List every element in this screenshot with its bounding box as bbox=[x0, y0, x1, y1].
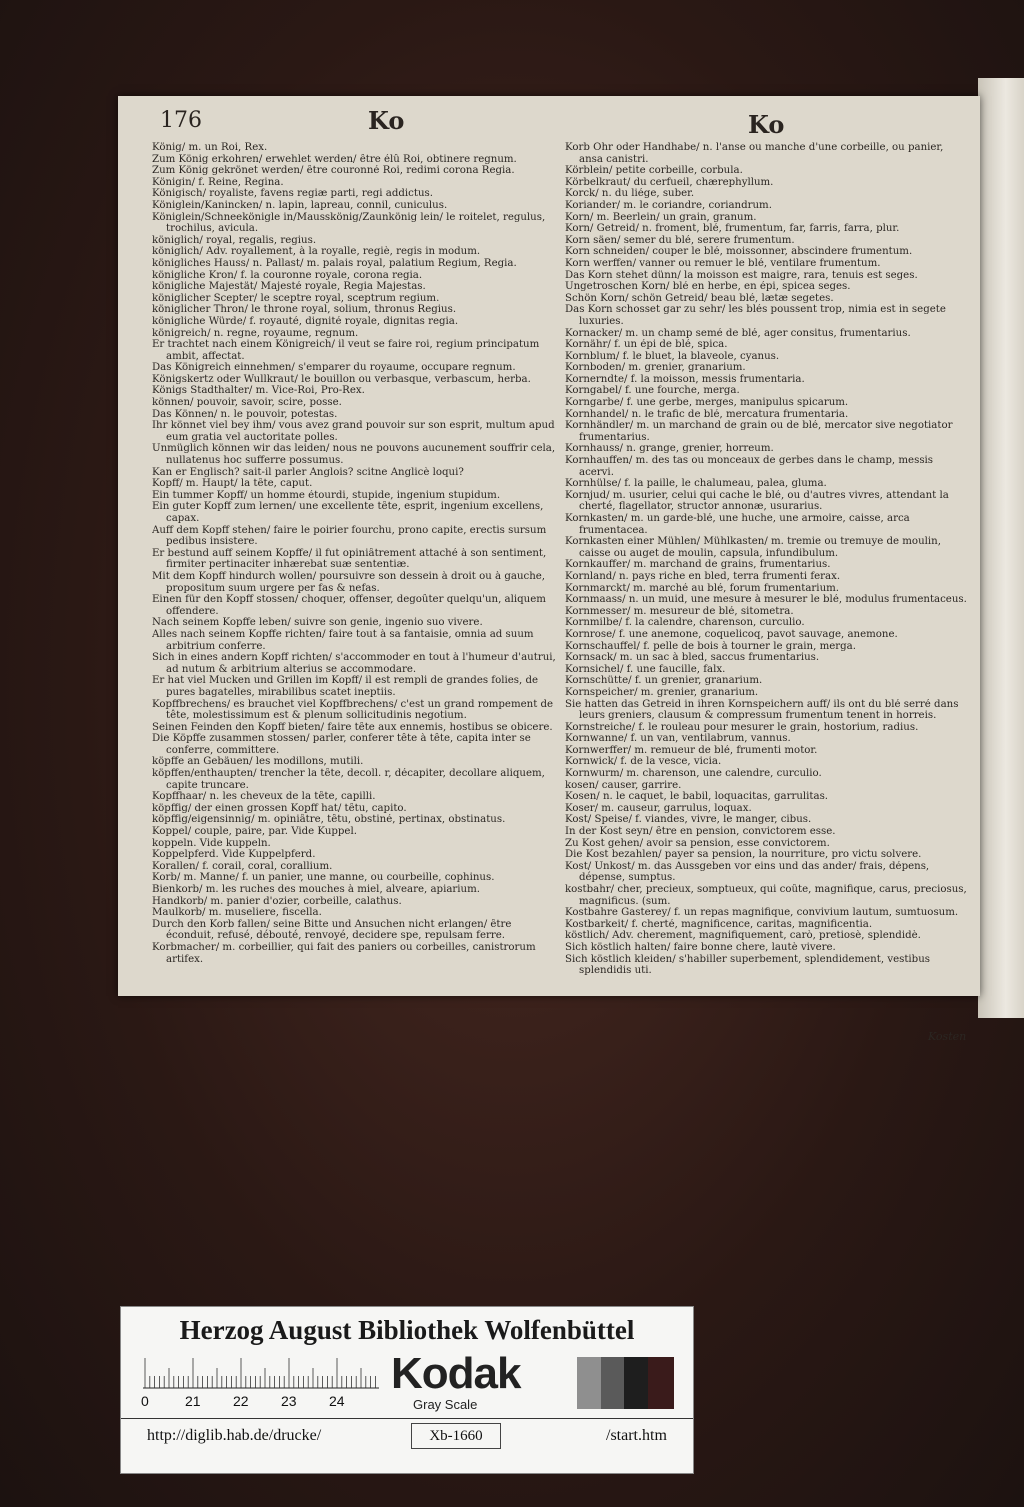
dictionary-entry: Das Korn stehet dünn/ la moisson est maigre, rara, tenuis est seges. bbox=[565, 269, 918, 281]
left-column-heading: Ko bbox=[368, 106, 405, 135]
gray-swatch bbox=[601, 1357, 624, 1409]
dictionary-entry: Koser/ m. causeur, garrulus, loquax. bbox=[565, 802, 752, 814]
dictionary-entry: Kornsack/ m. un sac à bled, saccus frumentarius. bbox=[565, 652, 820, 664]
right-column bbox=[565, 142, 970, 977]
dictionary-entry: Kornstreiche/ f. le rouleau pour mesurer le grain, hostorium, radius. bbox=[565, 721, 919, 733]
gray-swatch bbox=[648, 1357, 674, 1409]
dictionary-entry: Kornkasten einer Mühlen/ Mühlkasten/ m. tremie ou tremuye de moulin, caisse ou auget de moulin, capsula, infundibulum. bbox=[565, 536, 941, 559]
dictionary-entry: Königisch/ royaliste, favens regiæ parti, regi addictus. bbox=[152, 188, 433, 200]
left-column bbox=[152, 142, 562, 965]
dictionary-entry: königreich/ n. regne, royaume, regnum. bbox=[152, 327, 359, 339]
dictionary-entry: Korn/ m. Beerlein/ un grain, granum. bbox=[565, 211, 757, 223]
dictionary-entry: Kostbahre Gasterey/ f. un repas magnifique, convivium lautum, sumtuosum. bbox=[565, 907, 959, 919]
dictionary-entry: köpffig/ der einen grossen Kopff hat/ têtu, capito. bbox=[152, 802, 407, 814]
dictionary-entry: Das Können/ n. le pouvoir, potestas. bbox=[152, 408, 338, 420]
dictionary-entry: Koppel/ couple, paire, par. Vide Kuppel. bbox=[152, 826, 357, 838]
dictionary-entry: Seinen Feinden den Kopff bieten/ faire tête aux ennemis, hostibus se obicere. bbox=[152, 721, 553, 733]
dictionary-entry: Kopffhaar/ n. les cheveux de la tête, capilli. bbox=[152, 791, 376, 803]
dictionary-entry: Kosen/ n. le caquet, le babil, loquacitas, garrulitas. bbox=[565, 791, 829, 803]
dictionary-entry: köpffen/enthaupten/ trencher la tête, decoll. r, décapiter, decollare aliquem, capite truncare. bbox=[152, 768, 545, 791]
dictionary-entry: Ein tummer Kopff/ un homme étourdi, stupide, ingenium stupidum. bbox=[152, 489, 501, 501]
dictionary-entry: Kornkauffer/ m. marchand de grains, frumentarius. bbox=[565, 559, 831, 571]
dictionary-entry: königliche Kron/ f. la couronne royale, corona regia. bbox=[152, 269, 423, 281]
dictionary-entry: Korn/ Getreid/ n. froment, blé, frumentum, far, farris, farra, plur. bbox=[565, 223, 900, 235]
dictionary-entry: Zu Kost gehen/ avoir sa pension, esse convictorem. bbox=[565, 837, 830, 849]
dictionary-entry: Er bestund auff seinem Kopffe/ il fut opiniâtrement attaché à son sentiment, firmiter pertinaciter inhærebat suæ sententiæ. bbox=[152, 547, 547, 571]
dictionary-entry: Kornkasten/ m. un garde-blé, une huche, une armoire, caisse, arca frumentacea. bbox=[565, 513, 910, 536]
dictionary-entry: Kornhändler/ m. un marchand de grain ou de blé, mercator sive negotiator frumentarius. bbox=[565, 420, 953, 443]
dictionary-entry: Königin/ f. Reine, Regina. bbox=[152, 176, 284, 188]
dictionary-entry: Korb/ m. Manne/ f. un panier, une manne, ou courbeille, cophinus. bbox=[152, 872, 495, 884]
dictionary-entry: Korn werffen/ vanner ou remuer le blé, ventilare frumentum. bbox=[565, 257, 881, 269]
dictionary-entry: Kornerndte/ f. la moisson, messis frumentaria. bbox=[565, 373, 805, 385]
facing-page-edge bbox=[978, 78, 1024, 1018]
dictionary-entry: königliche Majestät/ Majesté royale, Regia Majestas. bbox=[152, 281, 426, 293]
dictionary-entry: Kornmesser/ m. mesureur de blé, sitometra. bbox=[565, 605, 794, 617]
dictionary-entry: Kornschütte/ f. un grenier, granarium. bbox=[565, 675, 763, 687]
dictionary-entry: Er hat viel Mucken und Grillen im Kopff/ il est rempli de grandes folies, de pures bagatelles, mirabilibus scatet ineptiis. bbox=[152, 675, 539, 698]
dictionary-entry: köpffig/eigensinnig/ m. opiniâtre, têtu, obstiné, pertinax, obstinatus. bbox=[152, 814, 506, 826]
dictionary-entry: kosen/ causer, garrire. bbox=[565, 779, 682, 791]
dictionary-entry: Ungetroschen Korn/ blé en herbe, en épi, spicea seges. bbox=[565, 281, 851, 293]
dictionary-entry: Kornwurm/ m. charenson, une calendre, curculio. bbox=[565, 768, 822, 780]
dictionary-entry: Korallen/ f. corail, coral, corallium. bbox=[152, 860, 333, 872]
dictionary-entry: Kornähr/ f. un épi de blé, spica. bbox=[565, 339, 728, 351]
dictionary-entry: Königs Stadthalter/ m. Vice-Roi, Pro-Rex. bbox=[152, 385, 365, 397]
dictionary-entry: Ihr könnet viel bey ihm/ vous avez grand pouvoir sur son esprit, multum apud eum gratia vel auctoritate polles. bbox=[152, 420, 555, 443]
dictionary-entry: Kornhauss/ n. grange, grenier, horreum. bbox=[565, 443, 774, 455]
dictionary-entry: Einen für den Kopff stossen/ choquer, offenser, degoûter quelqu'un, aliquem offendere. bbox=[152, 594, 546, 617]
page-number: 176 bbox=[160, 108, 202, 133]
digital-library-url: http://diglib.hab.de/drucke/ bbox=[147, 1427, 322, 1444]
dictionary-entry: Alles nach seinem Kopffe richten/ faire tout à sa fantaisie, omnia ad suum arbitrium conferre. bbox=[152, 628, 534, 652]
dictionary-entry: Korck/ n. du liége, suber. bbox=[565, 188, 695, 200]
dictionary-entry: In der Kost seyn/ être en pension, convictorem esse. bbox=[565, 826, 836, 838]
dictionary-entry: Königlein/Schneekönigle in/Mausskönig/Zaunkönig lein/ le roitelet, regulus, trochilus, avicula. bbox=[152, 211, 546, 235]
dictionary-entry: Königlein/Kanincken/ n. lapin, lapreau, connil, cuniculus. bbox=[152, 199, 448, 211]
gray-swatch bbox=[577, 1357, 601, 1409]
dictionary-entry: Die Köpffe zusammen stossen/ parler, conferer tête à tête, capita inter se conferre, committere. bbox=[152, 733, 531, 756]
dictionary-entry: Maulkorb/ m. museliere, fiscella. bbox=[152, 907, 322, 919]
dictionary-entry: Kan er Englisch? sait-il parler Anglois? scitne Anglicè loqui? bbox=[152, 466, 464, 478]
start-page-url: /start.htm bbox=[606, 1427, 667, 1444]
ruler-number: 21 bbox=[185, 1393, 201, 1409]
dictionary-entry: Kost/ Unkost/ m. das Aussgeben vor eins und das ander/ frais, dépens, dépense, sumptus. bbox=[565, 860, 930, 884]
ruler-number: 0 bbox=[141, 1393, 149, 1409]
dictionary-entry: köpffe an Gebäuen/ les modillons, mutili. bbox=[152, 756, 364, 768]
dictionary-entry: Kornhandel/ n. le trafic de blé, mercatura frumentaria. bbox=[565, 408, 849, 420]
dictionary-entry: Kornwick/ f. de la vesce, vicia. bbox=[565, 756, 722, 768]
dictionary-entry: Korb Ohr oder Handhabe/ n. l'anse ou manche d'une corbeille, ou panier, ansa canistri. bbox=[565, 142, 944, 165]
dictionary-entry: Zum König gekrönet werden/ être couronné Roi, redimi corona Regia. bbox=[152, 165, 515, 177]
dictionary-entry: Kornmarckt/ m. marché au blé, forum frumentarium. bbox=[565, 582, 840, 594]
dictionary-entry: Kopff/ m. Haupt/ la tête, caput. bbox=[152, 478, 313, 490]
dictionary-entry: königliche Würde/ f. royauté, dignité royale, dignitas regia. bbox=[152, 315, 459, 327]
page-header bbox=[150, 106, 960, 144]
dictionary-entry: Kornrose/ f. une anemone, coquelicoq, pavot sauvage, anemone. bbox=[565, 628, 898, 640]
dictionary-entry: Kopffbrechens/ es brauchet viel Kopffbrechens/ c'est un grand rompement de tête, molestissimum est & plenum sollicitudinis negotium. bbox=[152, 698, 554, 722]
dictionary-entry: Königskertz oder Wullkraut/ le bouillon ou verbasque, verbascum, herba. bbox=[152, 373, 531, 385]
right-column-heading: Ko bbox=[748, 110, 785, 139]
dictionary-entry: Mit dem Kopff hindurch wollen/ poursuivre son dessein à droit ou à gauche, propositum suum urgere per fas & nefas. bbox=[152, 570, 546, 594]
dictionary-entry: Kornacker/ m. un champ semé de blé, ager consitus, frumentarius. bbox=[565, 327, 911, 339]
dictionary-entry: Kornwanne/ f. un van, ventilabrum, vannus. bbox=[565, 733, 791, 745]
dictionary-entry: Schön Korn/ schön Getreid/ beau blé, lætæ segetes. bbox=[565, 292, 834, 304]
dictionary-entry: königlicher Scepter/ le sceptre royal, sceptrum regium. bbox=[152, 292, 440, 304]
kodak-logo: Kodak bbox=[391, 1349, 521, 1398]
catchword: Kosten bbox=[928, 1030, 967, 1043]
ruler-number: 23 bbox=[281, 1393, 297, 1409]
dictionary-entry: Sich in eines andern Kopff richten/ s'accommoder en tout à l'humeur d'autrui, ad nutum & arbitrium alterius se accommodare. bbox=[152, 652, 556, 675]
ruler-number: 22 bbox=[233, 1393, 249, 1409]
dictionary-entry: Korngabel/ f. une fourche, merga. bbox=[565, 385, 740, 397]
dictionary-entry: Das Korn schosset gar zu sehr/ les blés poussent trop, nimia est in segete luxuries. bbox=[565, 304, 946, 327]
dictionary-entry: Sie hatten das Getreid in ihren Kornspeichern auff/ ils ont du blé serré dans leurs greniers, clausum & compressum frumentum tenent in horreis. bbox=[565, 698, 959, 722]
dictionary-entry: können/ pouvoir, savoir, scire, posse. bbox=[152, 397, 342, 409]
dictionary-entry: Kornboden/ m. grenier, granarium. bbox=[565, 362, 746, 374]
dictionary-entry: Handkorb/ m. panier d'ozier, corbeille, calathus. bbox=[152, 895, 402, 907]
dictionary-entry: Korn schneiden/ couper le blé, moissonner, abscindere frumentum. bbox=[565, 246, 913, 258]
dictionary-entry: Korn säen/ semer du blé, serere frumentum. bbox=[565, 234, 795, 246]
dictionary-entry: Kornhauffen/ m. des tas ou monceaux de gerbes dans le champ, messis acervi. bbox=[565, 455, 934, 478]
dictionary-entry: Kornjud/ m. usurier, celui qui cache le blé, ou d'autres vivres, attendant la cherté, flagellator, structor annonæ, usurarius. bbox=[565, 489, 949, 513]
dictionary-entry: Unmüglich können wir das leiden/ nous ne pouvons aucunement souffrir cela, nullatenus hoc sufferre possumus. bbox=[152, 443, 556, 467]
dictionary-entry: Nach seinem Kopffe leben/ suivre son genie, ingenio suo vivere. bbox=[152, 617, 483, 629]
dictionary-entry: Kost/ Speise/ f. viandes, vivre, le manger, cibus. bbox=[565, 814, 812, 826]
card-divider bbox=[121, 1418, 693, 1419]
dictionary-entry: Kornland/ n. pays riche en bled, terra frumenti ferax. bbox=[565, 570, 841, 582]
dictionary-entry: Kornmaass/ n. un muid, une mesure à mesurer le blé, modulus frumentaceus. bbox=[565, 594, 967, 606]
dictionary-entry: kostbahr/ cher, precieux, somptueux, qui coûte, magnifique, carus, preciosus, magnificus. (sum. bbox=[565, 884, 967, 907]
library-title: Herzog August Bibliothek Wolfenbüttel bbox=[179, 1315, 635, 1345]
ruler-scale bbox=[143, 1355, 379, 1389]
dictionary-entry: Sich köstlich kleiden/ s'habiller superbement, splendidement, vestibus splendidis uti. bbox=[565, 953, 930, 977]
dictionary-entry: Koppelpferd. Vide Kuppelpferd. bbox=[152, 849, 316, 861]
dictionary-entry: königliches Hauss/ n. Pallast/ m. palais royal, palatium Regium, Regia. bbox=[152, 257, 517, 269]
ruler-numbers bbox=[141, 1393, 381, 1411]
dictionary-entry: Ein guter Kopff zum lernen/ une excellente tête, esprit, ingenium excellens, capax. bbox=[152, 501, 544, 524]
dictionary-entry: koppeln. Vide kuppeln. bbox=[152, 837, 271, 849]
dictionary-entry: Körblein/ petite corbeille, corbula. bbox=[565, 165, 743, 177]
color-calibration-card bbox=[120, 1306, 694, 1474]
dictionary-entry: königlicher Thron/ le throne royal, solium, thronus Regius. bbox=[152, 304, 457, 316]
dictionary-entry: Zum König erkohren/ erwehlet werden/ être élû Roi, obtinere regnum. bbox=[152, 153, 517, 165]
dictionary-entry: Das Königreich einnehmen/ s'emparer du royaume, occupare regnum. bbox=[152, 362, 516, 374]
dictionary-entry: Kornschauffel/ f. pelle de bois à tourner le grain, merga. bbox=[565, 640, 856, 652]
dictionary-entry: Korngarbe/ f. une gerbe, merges, manipulus spicarum. bbox=[565, 397, 849, 409]
dictionary-entry: Er trachtet nach einem Königreich/ il veut se faire roi, regium principatum ambit, affectat. bbox=[152, 339, 540, 362]
dictionary-entry: Sich köstlich halten/ faire bonne chere, lautè vivere. bbox=[565, 941, 836, 953]
dictionary-entry: Die Kost bezahlen/ payer sa pension, la nourriture, pro victu solvere. bbox=[565, 849, 922, 861]
dictionary-entry: Kornblum/ f. le bluet, la blaveole, cyanus. bbox=[565, 350, 780, 362]
dictionary-entry: Bienkorb/ m. les ruches des mouches à miel, alveare, apiarium. bbox=[152, 884, 480, 895]
dictionary-entry: Kornsichel/ f. une faucille, falx. bbox=[565, 663, 726, 675]
dictionary-entry: Kornwerffer/ m. remueur de blé, frumenti motor. bbox=[565, 744, 818, 756]
dictionary-entry: königlich/ Adv. royallement, à la royalle, regiè, regis in modum. bbox=[152, 246, 481, 258]
dictionary-entry: köstlich/ Adv. cherement, magnifiquement, carò, pretiosè, splendidè. bbox=[565, 930, 921, 942]
dictionary-entry: Korbmacher/ m. corbeillier, qui fait des paniers ou corbeilles, canistrorum artifex. bbox=[152, 941, 536, 965]
dictionary-entry: königlich/ royal, regalis, regius. bbox=[152, 234, 317, 246]
dictionary-entry: Kornspeicher/ m. grenier, granarium. bbox=[565, 686, 759, 698]
gray-scale-label: Gray Scale bbox=[413, 1397, 478, 1412]
shelfmark-box: Xb-1660 bbox=[411, 1423, 501, 1449]
dictionary-entry: König/ m. un Roi, Rex. bbox=[152, 142, 268, 153]
dictionary-entry: Kornmilbe/ f. la calendre, charenson, curculio. bbox=[565, 617, 805, 629]
dictionary-entry: Koriander/ m. le coriandre, coriandrum. bbox=[565, 199, 772, 211]
dictionary-entry: Kostbarkeit/ f. cherté, magnificence, caritas, magnificentia. bbox=[565, 918, 873, 930]
dictionary-entry: Körbelkraut/ du cerfueil, chærephyllum. bbox=[565, 176, 774, 188]
gray-swatch bbox=[624, 1357, 648, 1409]
dictionary-entry: Auff dem Kopff stehen/ faire le poirier fourchu, prono capite, erectis sursum pedibus insistere. bbox=[152, 524, 547, 548]
ruler-number: 24 bbox=[329, 1393, 345, 1409]
dictionary-entry: Kornhülse/ f. la paille, le chalumeau, palea, gluma. bbox=[565, 478, 827, 490]
dictionary-entry: Durch den Korb fallen/ seine Bitte und Ansuchen nicht erlangen/ être éconduit, refusé, débouté, renvoyé, decidere spe, repulsam ferre. bbox=[152, 918, 512, 942]
